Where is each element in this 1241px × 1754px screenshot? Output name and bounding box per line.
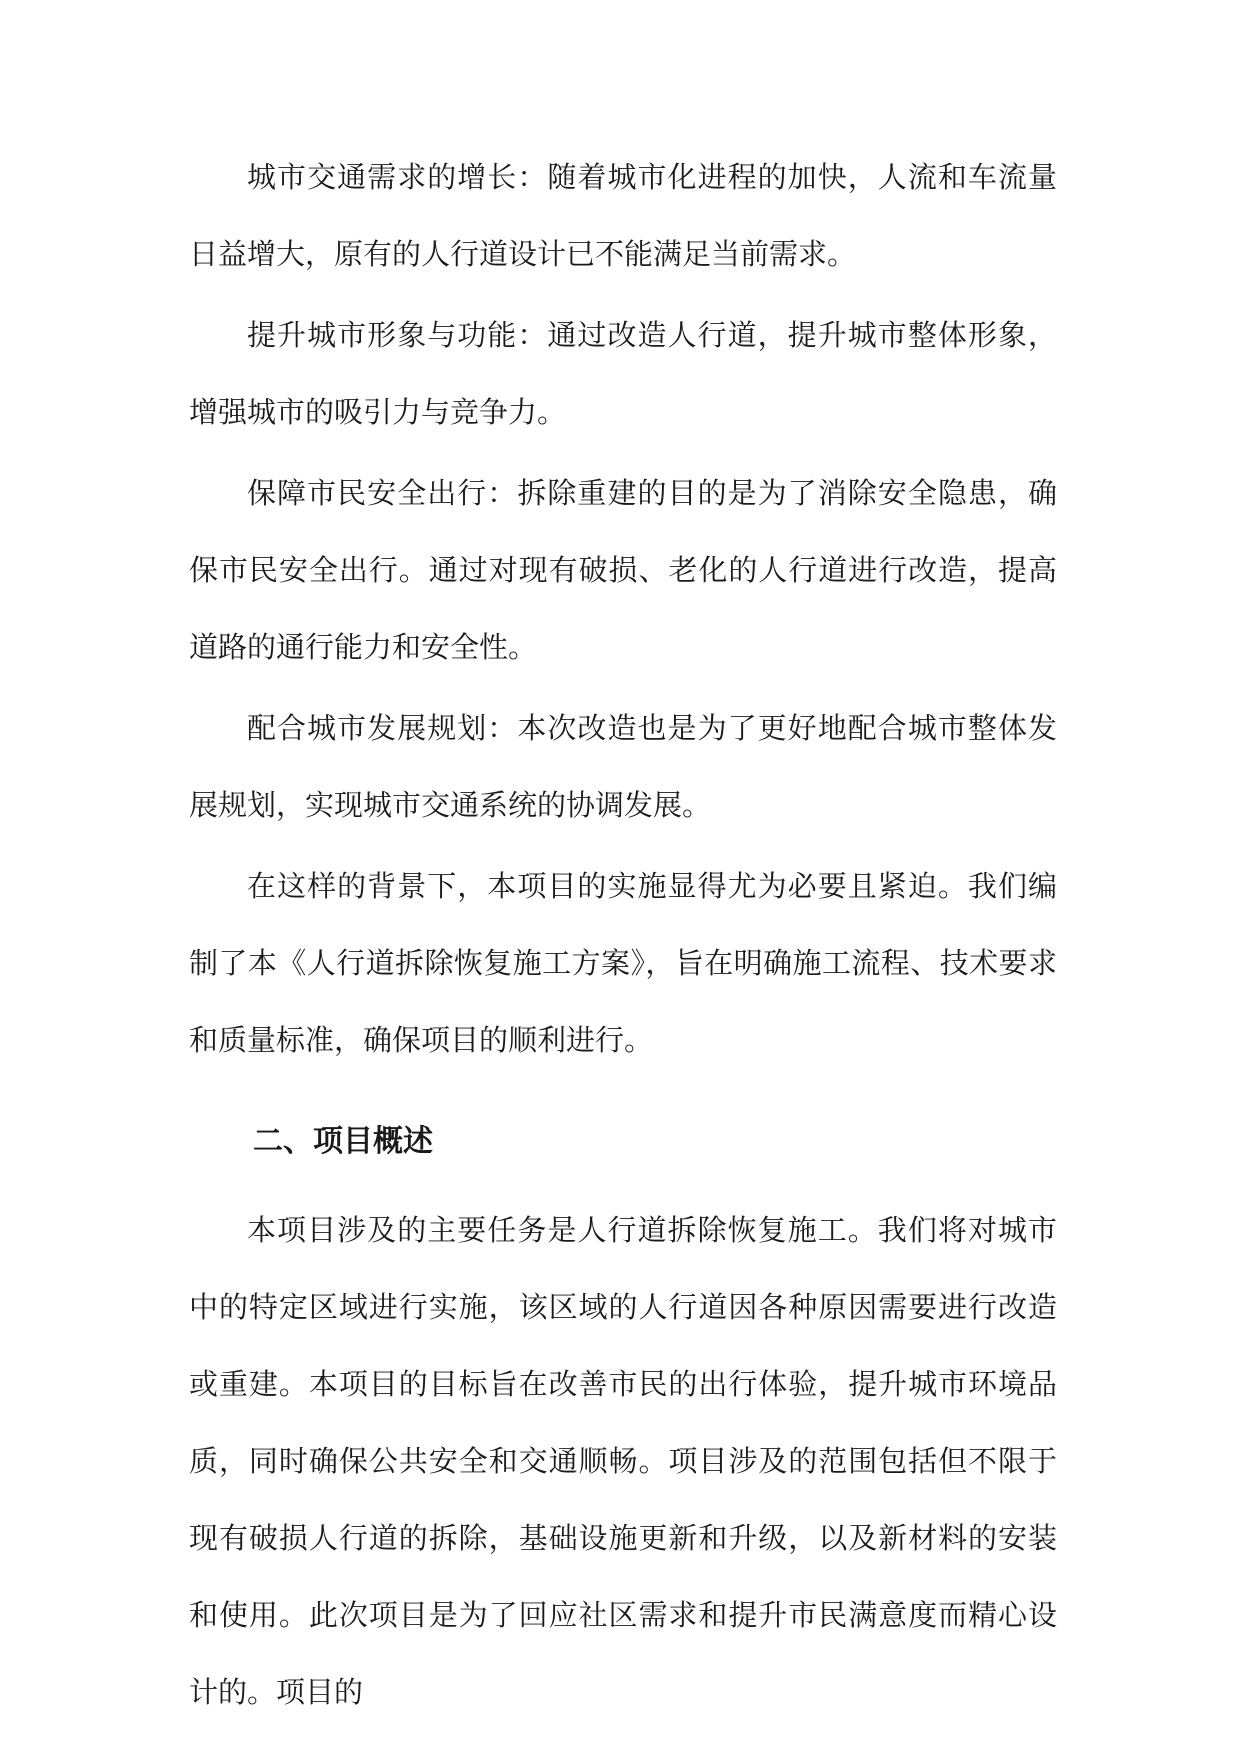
paragraph-project-overview: 本项目涉及的主要任务是人行道拆除恢复施工。我们将对城市中的特定区域进行实施，该区域的人行道因各种原因需要进行改造或重建。本项目的目标旨在改善市民的出行体验，提升城市环境品质，同时确保公共安全和交通顺畅。项目涉及的范围包括但不限于现有破损人行道的拆除，基础设施更新和升级，以及新材料的安装和使用。此次项目是为了回应社区需求和提升市民满意度而精心设计的。项目的 bbox=[189, 1213, 1057, 1709]
paragraph-planning: 配合城市发展规划：本次改造也是为了更好地配合城市整体发展规划，实现城市交通系统的协调发展。 bbox=[189, 711, 1057, 822]
section-heading-project-overview: 二、项目概述 bbox=[253, 1124, 433, 1159]
paragraph-city-image: 提升城市形象与功能：通过改造人行道，提升城市整体形象，增强城市的吸引力与竞争力。 bbox=[189, 318, 1057, 429]
paragraph-traffic-demand: 城市交通需求的增长：随着城市化进程的加快，人流和车流量日益增大，原有的人行道设计已不能满足当前需求。 bbox=[189, 160, 1057, 271]
paragraph-safety: 保障市民安全出行：拆除重建的目的是为了消除安全隐患，确保市民安全出行。通过对现有破损、老化的人行道进行改造，提高道路的通行能力和安全性。 bbox=[189, 476, 1057, 664]
paragraph-background: 在这样的背景下，本项目的实施显得尤为必要且紧迫。我们编制了本《人行道拆除恢复施工方案》，旨在明确施工流程、技术要求和质量标准，确保项目的顺利进行。 bbox=[189, 869, 1057, 1057]
document-body bbox=[189, 139, 1057, 1735]
